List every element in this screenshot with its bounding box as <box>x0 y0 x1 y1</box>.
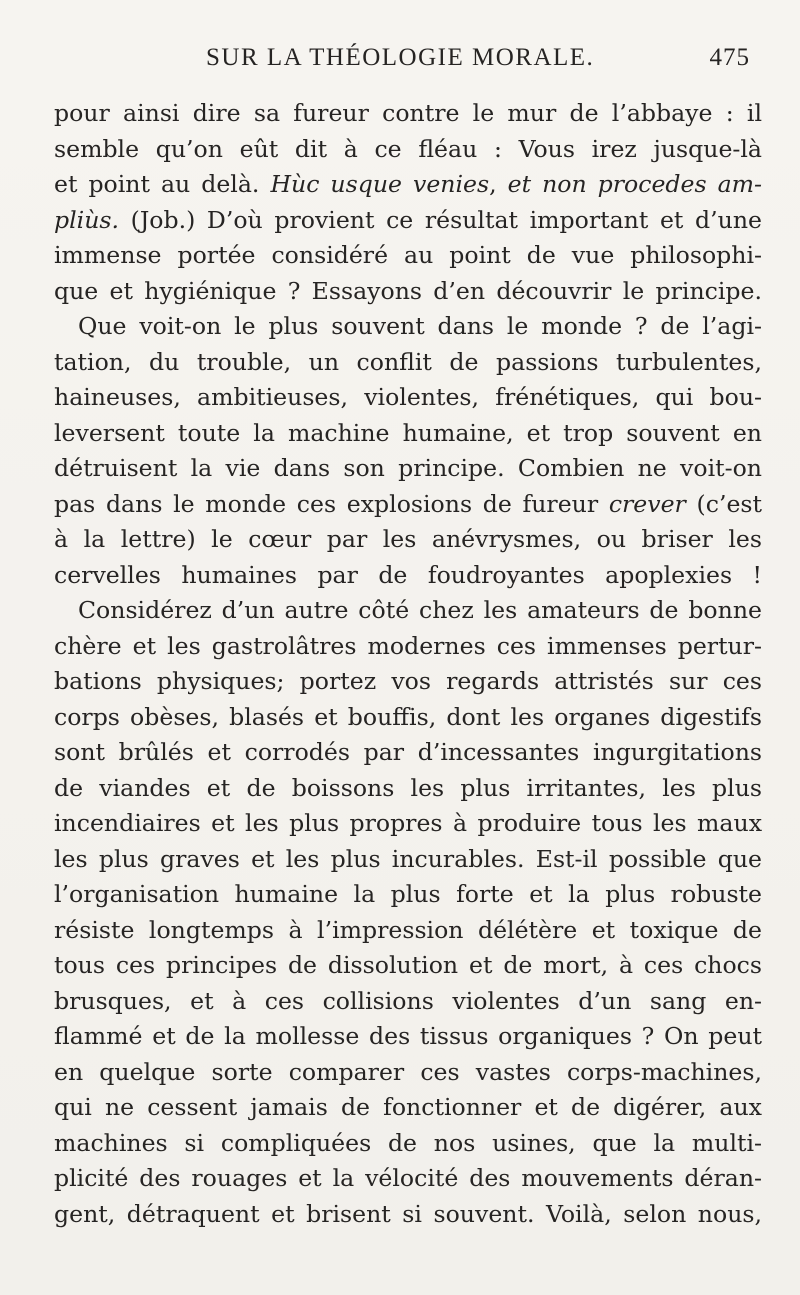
text-line: bations physiques; portez vos regards attristés sur ces <box>54 667 762 695</box>
text-line: l’organisation humaine la plus forte et la plus robuste <box>54 880 762 908</box>
running-head <box>96 44 750 84</box>
text-line: Que voit-on le plus souvent dans le monde ? de l’agi- <box>78 312 762 340</box>
italic-text: pliùs. <box>54 205 119 234</box>
text-segment: (Job.) D’où provient ce résultat important et d’une <box>119 205 762 234</box>
text-line: brusques, et à ces collisions violentes d’un sang en- <box>54 986 762 1015</box>
text-line: résiste longtemps à l’impression délétère et toxique de <box>54 915 762 944</box>
text-line: détruisent la vie dans son principe. Combien ne voit-on <box>54 454 762 482</box>
text-line: leversent toute la machine humaine, et trop souvent en <box>54 418 762 447</box>
italic-text: Hùc usque venies <box>270 170 490 198</box>
text-segment: et point au delà. <box>54 170 271 198</box>
text-segment: (c’est <box>685 489 762 518</box>
text-line: pour ainsi dire sa fureur contre le mur de l’abbaye : il <box>54 99 762 127</box>
text-line: cervelles humaines par de foudroyantes apoplexies ! <box>54 560 762 589</box>
text-line <box>54 487 762 523</box>
text-line: haineuses, ambitieuses, violentes, frénétiques, qui bou- <box>54 383 762 411</box>
page-number: 475 <box>709 44 750 71</box>
text-line: tation, du trouble, un conflit de passions turbulentes, <box>54 347 762 376</box>
text-line <box>54 203 762 239</box>
text-line: gent, détraquent et brisent si souvent. Voilà, selon nous, <box>54 1199 762 1228</box>
text-segment: , <box>489 170 508 198</box>
text-line: plicité des rouages et la vélocité des mouvements déran- <box>54 1164 762 1192</box>
text-line: chère et les gastrolâtres modernes ces immenses pertur- <box>54 631 762 660</box>
text-line: qui ne cessent jamais de fonctionner et de digérer, aux <box>54 1093 762 1121</box>
text-line: les plus graves et les plus incurables. Est-il possible que <box>54 844 762 873</box>
text-line: que et hygiénique ? Essayons d’en découvrir le principe. <box>54 276 762 305</box>
italic-text: et non procedes am- <box>507 170 763 198</box>
text-line <box>54 167 762 203</box>
text-line: à la lettre) le cœur par les anévrysmes, ou briser les <box>54 525 762 553</box>
text-line: sont brûlés et corrodés par d’incessantes ingurgitations <box>54 738 762 766</box>
text-line: corps obèses, blasés et bouffis, dont les organes digestifs <box>54 702 762 731</box>
text-line: incendiaires et les plus propres à produire tous les maux <box>54 809 762 837</box>
text-line: semble qu’on eût dit à ce fléau : Vous irez jusque-là <box>54 134 762 163</box>
text-line: immense portée considéré au point de vue philosophi- <box>54 241 762 269</box>
body-text <box>54 96 762 1232</box>
text-line: de viandes et de boissons les plus irritantes, les plus <box>54 773 762 802</box>
text-line: tous ces principes de dissolution et de mort, à ces chocs <box>54 951 762 979</box>
running-title: SUR LA THÉOLOGIE MORALE. <box>206 44 595 71</box>
text-line: Considérez d’un autre côté chez les amateurs de bonne <box>78 596 762 624</box>
text-line: en quelque sorte comparer ces vastes corps-machines, <box>54 1057 762 1086</box>
text-line: flammé et de la mollesse des tissus organiques ? On peut <box>54 1022 762 1050</box>
italic-text: crever <box>608 489 686 518</box>
text-segment: pas dans le monde ces explosions de fureur <box>54 489 609 518</box>
text-line: machines si compliquées de nos usines, que la multi- <box>54 1128 762 1157</box>
